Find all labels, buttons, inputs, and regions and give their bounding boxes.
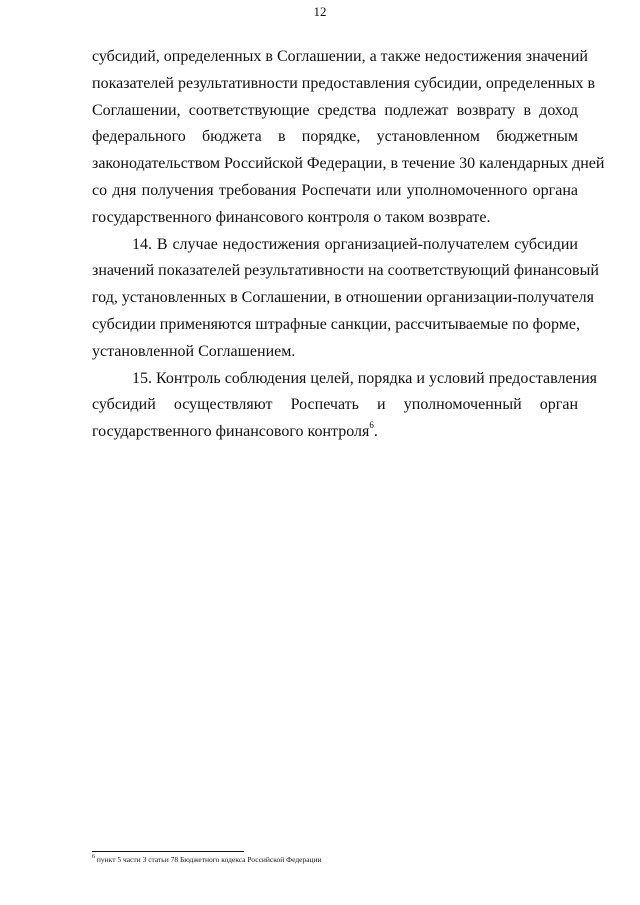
text-line-last [92,419,578,446]
text-line: 14. В случае недостижения организацией-получателем субсидии [132,235,578,253]
text-line: значений показателей результативности на соответствующий финансовый [92,262,599,280]
text-line: год, установленных в Соглашении, в отношении организации-получателя [92,289,595,307]
document-body [92,44,605,446]
text-line: со дня получения требования Роспечати или уполномоченного органа [92,181,578,199]
text-line: государственного финансового контроля о таком возврате. [92,208,491,226]
text-line: 15. Контроль соблюдения целей, порядка и условий предоставления [132,369,598,387]
footnote [92,855,322,864]
text-line: субсидий, определенных в Соглашении, а также недостижения значений [92,48,588,65]
footnote-marker: 6 [92,853,95,860]
footnote-text: пункт 5 части 3 статьи 78 Бюджетного кодекса Российской Федерации [96,855,322,864]
footnote-separator [92,851,244,852]
end-punctuation: . [373,423,378,441]
page-number: 12 [313,4,327,19]
text-line: установленной Соглашением. [92,342,296,360]
text-line-content: государственного финансового контроля [92,423,370,441]
text-line: показателей результативности предоставления субсидии, определенных в [92,74,596,92]
text-line: федерального бюджета в порядке, установленном бюджетным [92,128,578,146]
footnote-reference: 6 [369,419,374,430]
paragraph-14 [92,232,599,366]
text-line: субсидий осуществляют Роспечать и уполномоченный орган [92,396,578,414]
text-line: Соглашении, соответствующие средства подлежат возврату в доход [92,101,578,119]
text-line: субсидии применяются штрафные санкции, рассчитываемые по форме, [92,315,580,333]
paragraph-continuation [92,44,605,232]
paragraph-15 [92,366,598,446]
text-line: законодательством Российской Федерации, в течение 30 календарных дней [92,155,605,173]
